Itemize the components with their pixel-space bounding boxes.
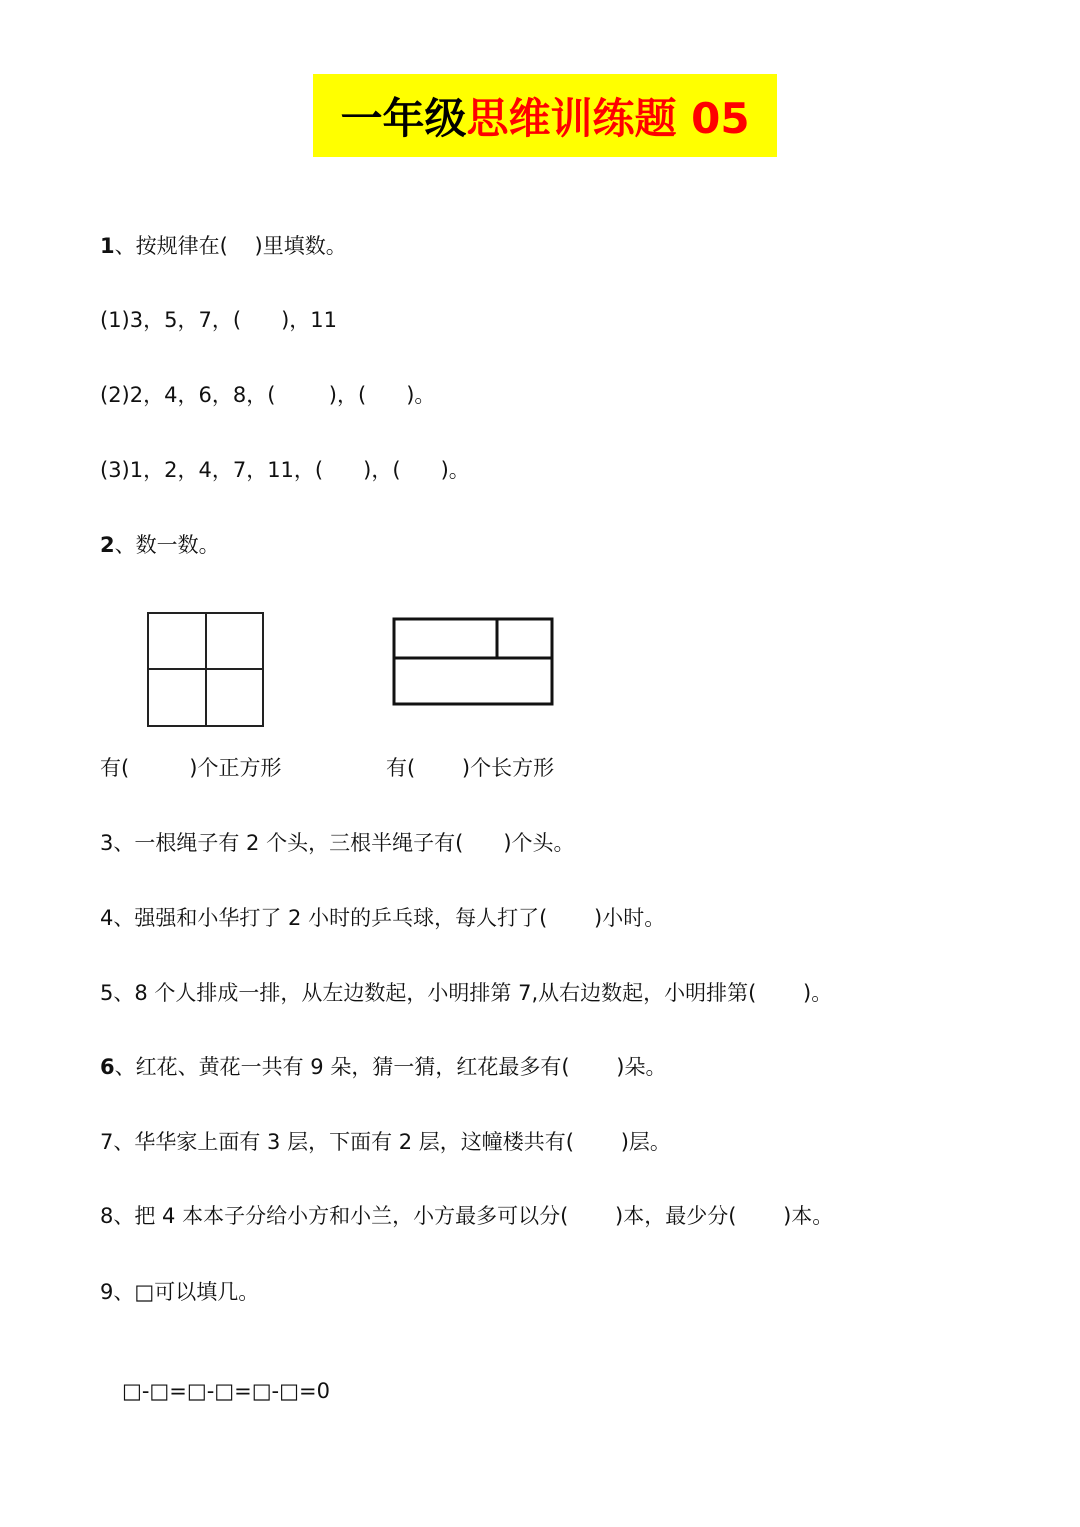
question-number: 5: [100, 981, 114, 1005]
question-number: 1: [100, 234, 115, 258]
question-5: [100, 979, 832, 1007]
square-count-label: 有( )个正方形: [100, 756, 282, 780]
question-6: [100, 1053, 666, 1081]
question-number: 8: [100, 1204, 114, 1228]
rectangle-count-label: 有( )个长方形: [386, 756, 555, 780]
question-number: 9: [100, 1280, 114, 1304]
question-number: 2: [100, 533, 115, 557]
question-text: 、红花、黄花一共有 9 朵，猜一猜，红花最多有( )朵。: [114, 1055, 667, 1079]
question-text: 、把 4 本本子分给小方和小兰，小方最多可以分( )本，最少分( )本。: [113, 1204, 834, 1228]
question-text: 、□可以填几。: [113, 1280, 260, 1304]
question-text: 、华华家上面有 3 层，下面有 2 层，这幢楼共有( )层。: [113, 1130, 671, 1154]
square-grid-figure: [146, 611, 266, 729]
rectangle-figure: [392, 617, 555, 707]
question-4: [100, 904, 665, 932]
question-1: [100, 232, 347, 260]
question-number: 7: [100, 1130, 114, 1154]
question-text: 、一根绳子有 2 个头，三根半绳子有( )个头。: [113, 831, 575, 855]
question-9: [100, 1278, 259, 1306]
question-3: [100, 829, 575, 857]
question-1-item-1: (1)3，5，7，( )，11: [100, 308, 337, 332]
question-1-item-3: (3)1，2，4，7，11，( )，( )。: [100, 458, 470, 482]
question-number: 3: [100, 831, 114, 855]
question-text: 、按规律在( )里填数。: [114, 234, 347, 258]
question-number: 4: [100, 906, 114, 930]
rectangle-outline: [394, 619, 552, 704]
equation: □-□=□-□=□-□=0: [122, 1379, 330, 1403]
worksheet-title: [313, 74, 777, 157]
question-7: [100, 1128, 671, 1156]
question-2: [100, 531, 220, 559]
question-1-item-2: (2)2，4，6，8，( )，( )。: [100, 383, 436, 407]
question-text: 、强强和小华打了 2 小时的乒乓球，每人打了( )小时。: [113, 906, 666, 930]
title-topic: 思维训练题 05: [466, 93, 750, 143]
question-text: 、8 个人排成一排，从左边数起，小明排第 7,从右边数起，小明排第( )。: [113, 981, 833, 1005]
question-text: 、数一数。: [114, 533, 220, 557]
title-grade: 一年级: [340, 93, 467, 143]
question-number: 6: [100, 1055, 115, 1079]
question-8: [100, 1202, 833, 1230]
